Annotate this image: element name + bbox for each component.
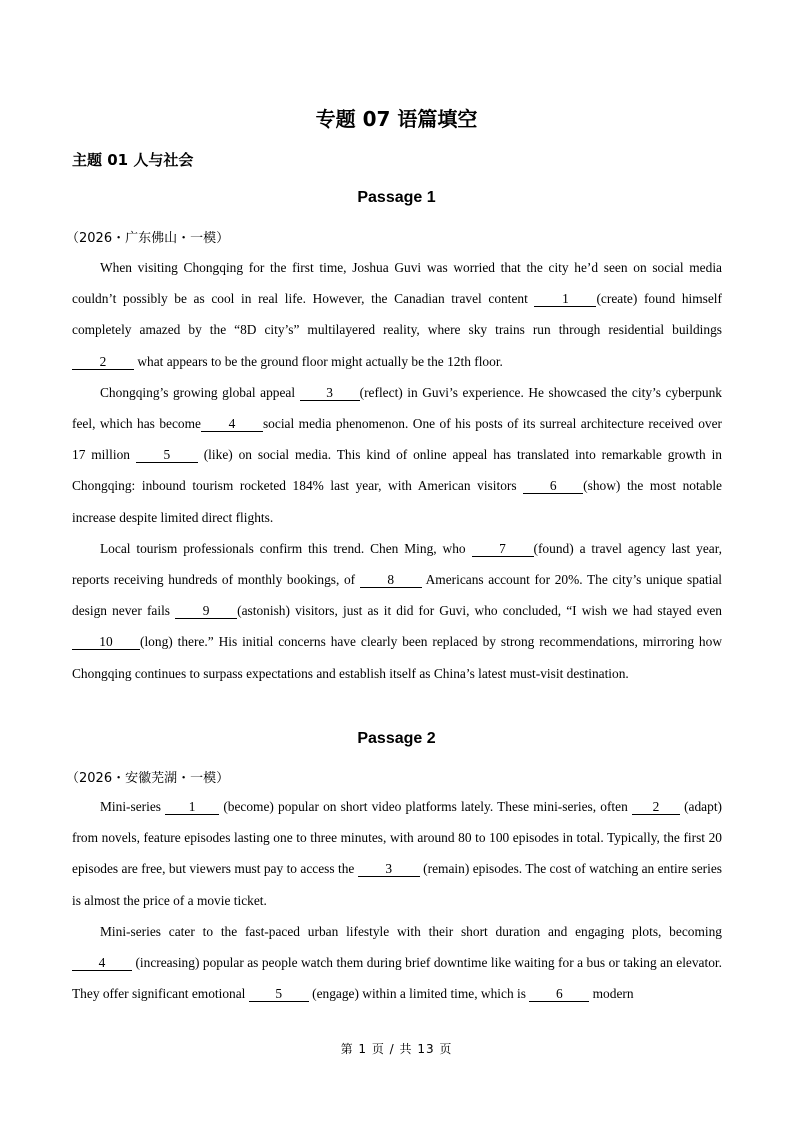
passage-text: Americans account for 20%. The city’s unique spatial design never fails: [72, 572, 722, 619]
passage-text: (long) there.” His initial concerns have clearly been replaced by strong recommendations, mirroring how Chongqing continues to surpass expectations and establish itself as China’s latest must-visit destination.: [72, 634, 722, 681]
answer-blank[interactable]: 5: [136, 448, 198, 463]
passage-text: (like) on social media. This kind of online appeal has translated into remarkable growth in Chongqing: inbound tourism rocketed 184% last year, with American visitors: [72, 447, 722, 494]
passage-text: social media phenomenon. One of his posts of its surreal architecture received over 17 million: [72, 416, 722, 463]
passage-text: (engage) within a limited time, which is: [308, 986, 530, 1002]
passage-text: Mini-series: [100, 799, 166, 814]
passage-text: (remain) episodes. The cost of watching an entire series is almost the price of a movie ticket.: [72, 861, 722, 908]
answer-blank[interactable]: 1: [165, 800, 219, 815]
passage-text: (found) a travel agency last year, reports receiving hundreds of monthly bookings, of: [72, 540, 722, 588]
passage-2-heading: Passage 2: [357, 730, 436, 747]
passage-text: When visiting Chongqing for the first time, Joshua Guvi was worried that the city he’d seen on social media couldn’t possibly be as cool in real life. However, the Canadian travel content: [72, 260, 722, 307]
passage-text: (become) popular on short video platforms lately. These mini-series, often: [219, 799, 632, 814]
page-footer: 第 1 页 / 共 13 页: [340, 1042, 453, 1056]
passage-text: what appears to be the ground floor might actually be the 12th floor.: [134, 353, 503, 369]
passage-text: Chongqing’s growing global appeal: [100, 384, 300, 400]
document-title: 专题 07 语篇填空: [315, 107, 478, 131]
answer-blank[interactable]: 2: [632, 800, 680, 815]
passage-text: Local tourism professionals confirm this trend. Chen Ming, who: [100, 540, 472, 556]
paragraph: [72, 791, 722, 916]
answer-blank[interactable]: 4: [201, 417, 263, 432]
answer-blank[interactable]: 5: [249, 987, 309, 1002]
paragraph: [72, 252, 722, 377]
passage-text: (show) the most notable increase despite limited direct flights.: [72, 478, 722, 525]
passage-2-source: （2026・安徽芜湖・一模）: [66, 771, 230, 786]
passage-text: modern: [589, 986, 634, 1002]
paragraph: [72, 377, 722, 533]
paragraph: [72, 916, 722, 1010]
passage-text: (astonish) visitors, just as it did for Guvi, who concluded, “I wish we had stayed even: [237, 603, 723, 619]
passage-text: (create) found himself completely amazed by the “8D city’s” multilayered reality, where sky trains run through residential buildings: [72, 291, 722, 338]
answer-blank[interactable]: 7: [472, 542, 534, 557]
passage-text: (reflect) in Guvi’s experience. He showcased the city’s cyberpunk feel, which has become: [72, 384, 722, 432]
answer-blank[interactable]: 4: [72, 956, 132, 971]
passage-2-body: [72, 791, 722, 1009]
passage-text: (adapt) from novels, feature episodes lasting one to three minutes, with around 80 to 100 episodes in total. Typically, the first 20 episodes are free, but viewers must pay to access the: [72, 799, 722, 877]
answer-blank[interactable]: 6: [523, 479, 583, 494]
answer-blank[interactable]: 9: [175, 604, 237, 619]
answer-blank[interactable]: 3: [358, 862, 420, 877]
passage-1-source: （2026・广东佛山・一模）: [66, 231, 230, 246]
answer-blank[interactable]: 10: [72, 635, 140, 650]
answer-blank[interactable]: 3: [300, 386, 360, 401]
paragraph: [72, 533, 722, 689]
passage-text: (increasing) popular as people watch them during brief downtime like waiting for a bus or taking an elevator. They offer significant emotional: [72, 955, 722, 1002]
passage-1-body: [72, 252, 722, 689]
answer-blank[interactable]: 1: [534, 292, 596, 307]
passage-text: Mini-series cater to the fast-paced urban lifestyle with their short duration and engaging plots, becoming: [100, 923, 722, 939]
passage-1-heading: Passage 1: [357, 189, 436, 206]
answer-blank[interactable]: 2: [72, 355, 134, 370]
answer-blank[interactable]: 8: [360, 573, 422, 588]
answer-blank[interactable]: 6: [529, 987, 589, 1002]
topic-heading: 主题 01 人与社会: [72, 151, 194, 169]
